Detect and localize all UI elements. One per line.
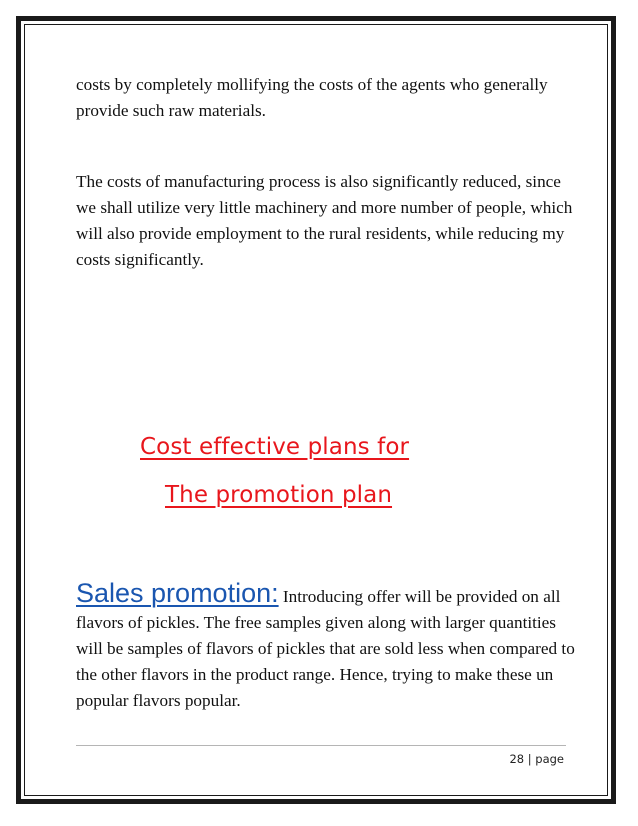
page-footer: [509, 752, 564, 766]
section-heading-line1: Cost effective plans for: [140, 434, 410, 460]
paragraph-manufacturing: The costs of manufacturing process is also significantly reduced, since we shall utilize very little machinery and more number of people, which will also provide employment to the rural residents, while reducing my costs significantly.: [76, 172, 573, 269]
paragraph-sales-promotion: [76, 580, 576, 714]
paragraph-raw-materials: costs by completely mollifying the costs of the agents who generally provide such raw materials.: [76, 75, 548, 120]
sales-promotion-title: Sales promotion:: [76, 578, 279, 608]
page-separator: |: [527, 752, 532, 766]
section-heading-line2: The promotion plan: [165, 482, 393, 508]
footer-divider: [76, 745, 566, 746]
page-number: 28: [509, 752, 525, 766]
page-label: page: [535, 752, 564, 766]
sales-promotion-body: Introducing offer will be provided on all flavors of pickles. The free samples given along with larger quantities will be samples of flavors of pickles that are sold less when compared to the other flavors in the product range. Hence, trying to make these un popular flavors popular.: [76, 587, 575, 710]
